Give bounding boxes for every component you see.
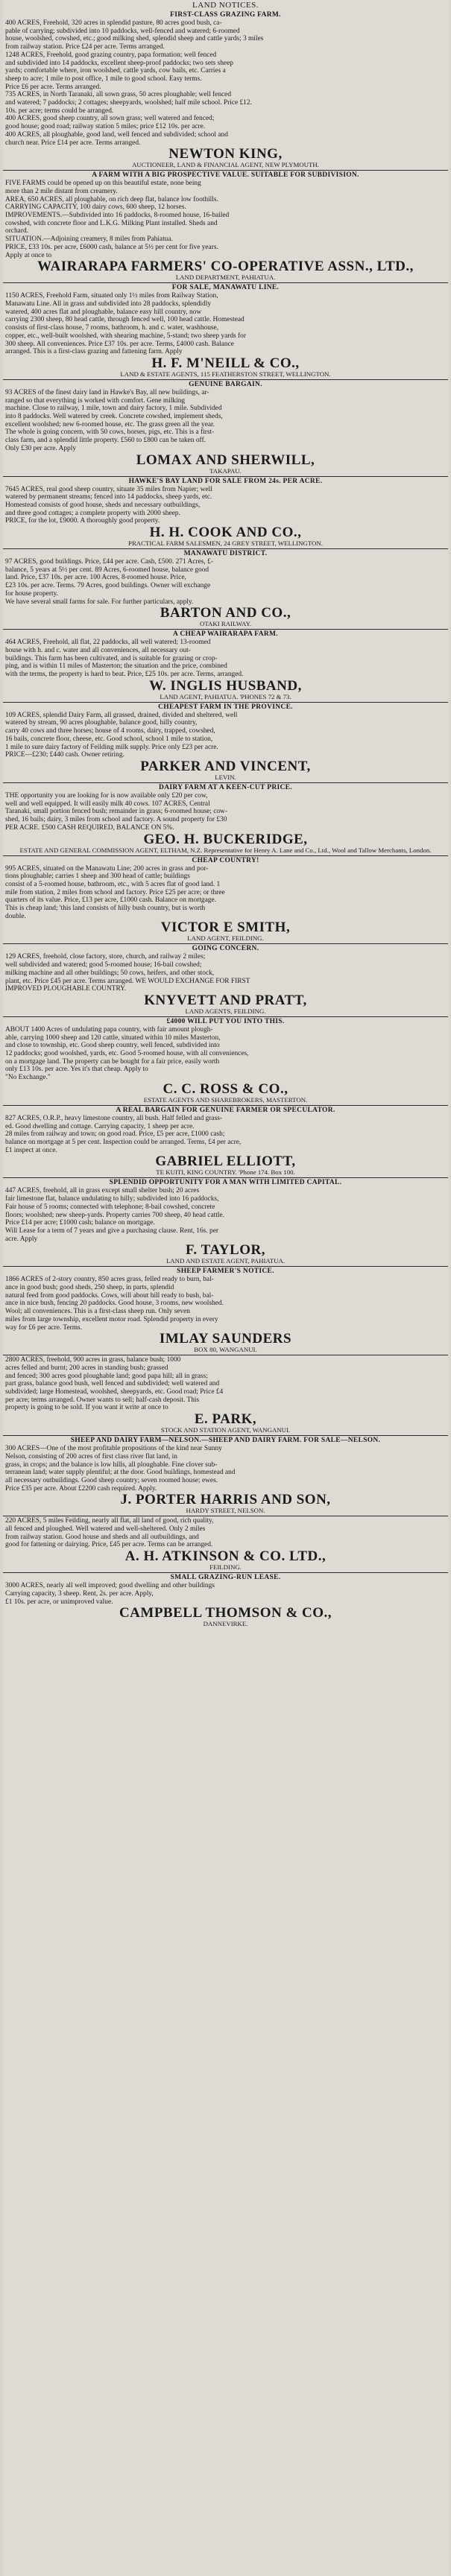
ad-line: acre. Apply — [5, 1235, 38, 1243]
ad-line: The whole is going concern, with 50 cows, horses, pigs, etc. This is a first- — [5, 428, 215, 437]
ad-line: quarters of its value. Price, £13 per acre, £1000 cash. Balance on mortgage. — [5, 896, 216, 905]
ad-line: 1248 ACRES, Freehold, good grazing country, papa formation; well fenced — [5, 51, 217, 59]
ad-line: THE opportunity you are looking for is now available only £20 per cow, — [5, 792, 208, 800]
ad-line: class farm, and a splendid little property. £560 to £800 can be taken off. — [5, 437, 206, 445]
advertiser-name: GEO. H. BUCKERIDGE, — [143, 831, 308, 847]
ad-line: ranged so that everything is worked with comfort. Gene milking — [5, 396, 186, 405]
ad-line: copper, etc., well-built woolshed, with shearing machine, 5-stand; two sheep yards for — [5, 332, 246, 340]
ad-line: and fenced; 300 acres good ploughable land; good papa hill; all in grass; — [5, 1372, 208, 1380]
advertisement — [3, 1177, 448, 1266]
ad-line: fair limestone flat, balance undulating to hilly; subdivided into 16 paddocks, — [5, 1195, 219, 1203]
ad-line: only £13 10s. per acre. Yes it's that cheap. Apply to — [5, 1066, 148, 1074]
land-notices-page — [3, 0, 448, 2576]
ad-title: A CHEAP WAIRARAPA FARM. — [173, 630, 278, 639]
ad-line: shed, 16 bails; dairy, 3 miles from school and factory. A sound property for £30 — [5, 816, 227, 824]
ad-title: DAIRY FARM AT A KEEN-CUT PRICE. — [159, 784, 292, 791]
ad-line: 7645 ACRES, real good sheep country, situate 35 miles from Napier; well — [5, 485, 212, 493]
ad-line: SITUATION.—Adjoining creamery, 8 miles from Pahiatua. — [5, 235, 173, 244]
ad-line: floors; woolshed; new sheep-yards. Property carries 700 sheep, 40 head cattle. — [5, 1211, 224, 1219]
advertisement — [3, 282, 448, 379]
ad-line: Carrying capacity, 3 sheep. Rent, 2s. per acre. Apply, — [5, 1589, 154, 1598]
ad-line: 1150 ACRES, Freehold Farm, situated only 1½ miles from Railway Station, — [5, 292, 218, 300]
ad-line: watered by stream, 90 acres ploughable, balance good, hilly country, — [5, 719, 198, 727]
advertiser-name: H. H. COOK AND CO., — [149, 525, 302, 541]
ad-line: sheep to acre; 1 mile to post office, 1 mile to good school. Easy terms. — [5, 75, 202, 83]
advertiser-name: IMLAY SAUNDERS — [159, 1331, 292, 1347]
ad-line: arranged. This is a first-class grazing and fattening farm. Apply — [5, 348, 183, 356]
advertisement — [3, 702, 448, 782]
ad-line: natural feed from good paddocks. Cows, will about hill ready to bush, bal- — [5, 1291, 214, 1300]
advertiser-name: CAMPBELL THOMSON & CO., — [119, 1605, 332, 1621]
ad-line: into 8 paddocks. Well watered by creek. Concrete cowshed, implement sheds, — [5, 413, 223, 421]
advertiser-address: TE KUITI, KING COUNTRY. 'Phone 174. Box 100. — [156, 1168, 295, 1177]
ads-column — [3, 10, 448, 1629]
ad-line: FIVE FARMS could be opened up on this beautiful estate, none being — [5, 180, 201, 188]
ad-line: This is cheap land; 'this land consists of hilly bush country, but is worth — [5, 905, 206, 913]
advertiser-address: LAND DEPARTMENT, PAHIATUA. — [175, 273, 276, 282]
advertiser-name: J. PORTER HARRIS AND SON, — [120, 1492, 331, 1508]
ad-line: well subdivided and watered; good 5-roomed house; 16-bail cowshed; — [5, 961, 202, 969]
advertisement — [3, 782, 448, 855]
advertiser-name: PARKER AND VINCENT, — [140, 759, 311, 774]
ad-line: pable of carrying; subdivided into 10 paddocks, well-fenced and watered; 6-roomed — [5, 27, 240, 35]
ad-line: £1 10s. per acre, or unimproved value. — [5, 1598, 113, 1606]
ad-line: double. — [5, 912, 26, 920]
ad-line: balance, 5 years at 5½ per cent. 89 Acres, 6-roomed house, balance good — [5, 566, 209, 574]
ad-line: 995 ACRES, situated on the Manawatu Line; 200 acres in grass and por- — [5, 864, 209, 873]
ad-line: Apply at once to — [5, 251, 52, 259]
advertiser-address: DANNEVIRKE. — [203, 1620, 248, 1628]
ad-line: 1 mile to sure dairy factory of Feilding milk supply. Price only £23 per acre. — [5, 743, 218, 751]
ad-line: part grass, balance good bush, well fenced and subdivided; well watered and — [5, 1380, 220, 1388]
ad-line: more than 2 mile distant from creamery. — [5, 187, 118, 195]
advertisement — [3, 379, 448, 476]
ad-line: able, carrying 1000 sheep and 120 cattle, situated within 10 miles Masterton, — [5, 1034, 221, 1042]
advertisement — [3, 1355, 448, 1435]
advertiser-name: WAIRARAPA FARMERS' CO-OPERATIVE ASSN., LTD., — [37, 259, 414, 275]
ad-line: 93 ACRES of the finest dairy land in Hawke's Bay, all new buildings, ar- — [5, 388, 209, 396]
ad-line: Fair house of 5 rooms; connected with telephone; 8-bail cowshed, concrete — [5, 1203, 215, 1211]
ad-line: mile from station, 2 miles from school and factory. Price £25 per acre; or three — [5, 888, 225, 896]
ad-line: all fenced and ploughed. Well watered and well-sheltered. Only 2 miles — [5, 1525, 206, 1534]
ad-line: PRICE, for the lot, £9000. A thoroughly good property. — [5, 517, 160, 525]
advertiser-address: OTAKI RAILWAY. — [199, 620, 252, 628]
ad-line: AREA, 650 ACRES, all ploughable, on rich deep flat, balance low foothills. — [5, 195, 218, 203]
ad-title: GOING CONCERN. — [192, 945, 259, 953]
ad-line: PER ACRE. £500 CASH REQUIRED, BALANCE ON 5%. — [5, 823, 174, 832]
ad-title: CHEAPEST FARM IN THE PROVINCE. — [158, 703, 293, 711]
ad-line: house with h. and c. water and all conveniences, all necessary out- — [5, 646, 191, 654]
ad-line: carrying 2300 sheep, 80 head cattle, through fenced well, 100 head cattle. Homestead — [5, 316, 245, 324]
ad-title: A FARM WITH A BIG PROSPECTIVE VALUE. SUITABLE FOR SUBDIVISION. — [92, 171, 359, 180]
ad-line: 12 paddocks; good woolshed, yards, etc. Good 5-roomed house, with all conveniences, — [5, 1050, 249, 1058]
ad-line: 400 ACRES, good sheep country, all sown grass; well watered and fenced; — [5, 115, 215, 123]
ad-title: MANAWATU DISTRICT. — [183, 550, 268, 558]
ad-line: 16 bails, concrete floor, cheese, etc. Good school, school 1 mile to station, — [5, 735, 213, 743]
advertiser-name: LOMAX AND SHERWILL, — [136, 452, 315, 468]
ad-line: 2800 ACRES, freehold, 900 acres in grass, balance bush; 1000 — [5, 1356, 181, 1364]
advertiser-address: LAND AGENT, FEILDING. — [187, 934, 264, 943]
ad-line: 220 ACRES, 5 miles Feilding, nearly all flat, all land of good, rich quality, — [5, 1517, 214, 1525]
ad-line: per acre; terms arranged. Owner wants to sell; half-cash deposit. This — [5, 1396, 200, 1404]
advertiser-address: PRACTICAL FARM SALESMEN, 24 GREY STREET, WELLINGTON. — [128, 539, 323, 548]
ad-line: miles from large township, excellent motor road. Splendid property in every — [5, 1315, 218, 1323]
advertiser-address: AUCTIONEER, LAND & FINANCIAL AGENT, NEW PLYMOUTH. — [132, 161, 319, 169]
ad-title: HAWKE'S BAY LAND FOR SALE FROM 24s. PER ACRE. — [128, 477, 323, 485]
advertiser-address: FEILDING. — [209, 1563, 242, 1572]
advertisement — [3, 1105, 448, 1178]
advertisement — [3, 548, 448, 629]
ad-line: 129 ACRES, freehold, close factory, store, church, and railway 2 miles; — [5, 953, 206, 961]
ad-line: cowshed, with concrete floor and L.K.G. Milking Plant installed. Sheds and — [5, 219, 218, 227]
ad-line: watered by permanent streams; fenced into 14 paddocks, sheep yards, etc. — [5, 493, 212, 501]
advertiser-name: H. F. M'NEILL & CO., — [151, 355, 300, 371]
advertiser-address: LAND AND ESTATE AGENT, PAHIATUA. — [165, 1257, 286, 1265]
ad-line: well and well equipped. It will easily milk 40 cows. 107 ACRES, Central — [5, 800, 210, 808]
ad-line: excellent woolshed; new 6-roomed house, etc. The grass green all the year. — [5, 420, 215, 428]
ad-line: 735 ACRES, in North Taranaki, all sown grass, 50 acres ploughable; well fenced — [5, 91, 232, 99]
advertisement — [3, 629, 448, 702]
advertiser-name: F. TAYLOR, — [186, 1242, 265, 1259]
advertisement — [3, 10, 448, 170]
ad-line: land. Price, £37 10s. per acre. 100 Acres, 8-roomed house. Price, — [5, 574, 186, 582]
ad-line: acres felled and burnt; 200 acres in standing bush; grassed — [5, 1364, 168, 1372]
ad-line: house, woolshed, cowshed, etc.; good milking shed, splendid sheep and cattle yards; 3 miles — [5, 35, 264, 43]
ad-line: tions ploughable; carries 1 sheep and 300 head of cattle; buildings — [5, 873, 190, 881]
ad-line: 109 ACRES, splendid Dairy Farm, all grassed, drained, divided and sheltered, well — [5, 711, 238, 719]
ad-line: "No Exchange." — [5, 1074, 51, 1082]
ad-line: ping, and is within 11 miles of Masterton; the situation and the price, combined — [5, 662, 227, 671]
advertisement — [3, 170, 448, 282]
advertisement — [3, 1016, 448, 1105]
advertiser-address: TAKAPAU. — [209, 466, 242, 475]
ad-line: subdivided; large Homestead, woolshed, sheepyards, etc. Good road; Price £4 — [5, 1388, 224, 1396]
ad-line: 97 ACRES, good buildings. Price, £44 per acre. Cash, £500. 271 Acres, £- — [5, 558, 213, 566]
ad-line: £23 10s. per acre. Terms. 79 Acres, good buildings. Owner will exchange — [5, 582, 211, 590]
advertiser-name: NEWTON KING, — [168, 146, 283, 162]
advertiser-address: LAND & ESTATE AGENTS, 115 FEATHERSTON STREET, WELLINGTON. — [120, 370, 331, 378]
ad-line: 3000 ACRES, nearly all well improved; good dwelling and other buildings — [5, 1582, 215, 1590]
ad-line: carry 40 cows and three horses; house of 4 rooms, dairy, trapped, cowshed, — [5, 727, 215, 735]
ad-line: PRICE, £33 10s. per acre, £6000 cash, balance at 5½ per cent for five years. — [5, 243, 218, 251]
ad-line: yards; comfortable where, iron woolshed, cattle yards, cow bails, etc. Carries a — [5, 67, 226, 75]
ad-line: 10s. per acre; terms could be arranged. — [5, 107, 114, 115]
ad-line: and watered; 7 paddocks; 2 cottages; sheepyards, woolshed; half mile school. Price £12. — [5, 99, 252, 107]
ad-title: £4000 WILL PUT YOU INTO THIS. — [166, 1017, 285, 1025]
advertiser-name: GABRIEL ELLIOTT, — [155, 1153, 296, 1170]
ad-line: 827 ACRES, O.R.P., heavy limestone country, all bush. Half felled and grass- — [5, 1114, 223, 1122]
ad-line: 464 ACRES, Freehold, all flat, 22 paddocks, all well watered; 13-roomed — [5, 639, 211, 647]
ad-title: A REAL BARGAIN FOR GENUINE FARMER OR SPECULATOR. — [116, 1106, 335, 1114]
ad-line: watered, 400 acres flat and ploughable, balance easy hill country, now — [5, 308, 202, 316]
ad-line: 400 ACRES, Freehold, 320 acres in splendid pasture, 80 acres good bush, ca- — [5, 19, 222, 27]
ad-line: machine. Close to railway, 1 mile, town and dairy factory, 1 mile. Subdivided — [5, 405, 222, 413]
advertiser-address: LAND AGENTS, FEILDING. — [185, 1007, 266, 1015]
ad-line: PRICE—£230; £440 cash. Owner retiring. — [5, 751, 124, 759]
ad-line: 300 ACRES—One of the most profitable propositions of the kind near Sunny — [5, 1445, 222, 1453]
ad-line: milking machine and all other buildings; 50 cows, heifers, and other stock, — [5, 969, 215, 977]
ad-line: Taranaki, small portion fenced bush; remainder in grass; 6-roomed house; cow- — [5, 808, 227, 816]
advertiser-name: E. PARK, — [194, 1411, 257, 1428]
advertiser-address: HARDY STREET, NELSON. — [186, 1507, 265, 1515]
ad-line: Will Lease for a term of 7 years and give a purchasing clause. Rent, 16s. per — [5, 1227, 218, 1235]
ad-line: for house property. — [5, 589, 58, 598]
advertiser-address: ESTATE AGENTS AND SHAREBROKERS, MASTERTON. — [143, 1095, 308, 1104]
ad-line: 447 ACRES, freehold, all in grass except small shelter bush; 20 acres — [5, 1187, 200, 1195]
ad-title: SMALL GRAZING-RUN LEASE. — [170, 1574, 281, 1582]
ad-line: Homestead consists of good house, sheds and necessary outbuildings, — [5, 501, 201, 509]
ad-line: £1 inspect at once. — [5, 1146, 57, 1154]
ad-title: SHEEP AND DAIRY FARM—NELSON.—SHEEP AND DAIRY FARM. FOR SALE—NELSON. — [70, 1437, 381, 1445]
ad-title: SPLENDID OPPORTUNITY FOR A MAN WITH LIMITED CAPITAL. — [109, 1179, 342, 1187]
ad-title: FOR SALE, MANAWATU LINE. — [171, 284, 280, 292]
advertiser-name: KNYVETT AND PRATT, — [144, 992, 307, 1008]
ad-line: grass, in crops; and the balance is low hills, all ploughable. Fine clover sub- — [5, 1461, 218, 1469]
ad-title: SHEEP FARMER'S NOTICE. — [177, 1268, 274, 1276]
advertiser-address: BOX 80, WANGANUI. — [194, 1346, 257, 1354]
advertiser-address: STOCK AND STATION AGENT, WANGANUI. — [160, 1426, 291, 1434]
page-header: LAND NOTICES. — [192, 1, 259, 10]
advertiser-name: W. INGLIS HUSBAND, — [149, 677, 302, 694]
advertiser-name: A. H. ATKINSON & CO. LTD., — [124, 1548, 327, 1565]
ad-line: consist of a 5-roomed house, bathroom, etc., with 5 acres flat of good land. 1 — [5, 880, 221, 888]
ad-line: Manawatu Line. All in grass and subdivided into 28 paddocks, splendidly — [5, 300, 212, 308]
ad-line: Nelson, consisting of 200 acres of first class river flat land, in — [5, 1452, 177, 1461]
ad-line: orchard. — [5, 227, 28, 235]
ad-line: ABOUT 1400 Acres of undulating papa country, with fair amount plough- — [5, 1025, 213, 1034]
ad-line: ance in good bush; good sheds, 250 sheep, in parts, splendid — [5, 1284, 174, 1292]
ad-line: balance on mortgage at 5 per cent. Inspection could be arranged. Terms, £4 per acre, — [5, 1138, 242, 1146]
ad-line: way for £6 per acre. Terms. — [5, 1323, 83, 1332]
ad-line: church near. Price £14 per acre. Terms arranged. — [5, 139, 141, 147]
ad-title: GENUINE BARGAIN. — [189, 380, 262, 388]
ad-line: CARRYING CAPACITY, 100 dairy cows, 600 sheep, 12 horses. — [5, 203, 186, 212]
ad-line: with the terms, the property is hard to beat. Price, £25 10s. per acre. Terms, arranged. — [5, 671, 244, 679]
ad-title: FIRST-CLASS GRAZING FARM. — [170, 11, 281, 19]
ad-line: ed. Good dwelling and cottage. Carrying capacity, 1 sheep per acre. — [5, 1122, 195, 1130]
ad-line: good house; good road; railway station 5 miles; price £12 10s. per acre. — [5, 123, 206, 131]
advertiser-name: VICTOR E SMITH, — [160, 920, 291, 936]
advertiser-address: ESTATE AND GENERAL COMMISSION AGENT, ELTHAM, N.Z. Representative for Henry A. Lane and Co., Ltd., Wool and Tallow Merchants, London. — [19, 846, 432, 854]
ad-line: 1866 ACRES of 2-story country, 850 acres grass, felled ready to burn, bal- — [5, 1276, 214, 1284]
ad-line: consists of first-class house, 7 rooms, bathroom, h. and c. water, washhouse, — [5, 324, 219, 332]
advertisement — [3, 1435, 448, 1516]
ad-line: Price £6 per acre. Terms arranged. — [5, 83, 101, 91]
ad-line: good for fattening or dairying. Price, £45 per acre. Terms can be arranged. — [5, 1541, 213, 1549]
ad-line: 28 miles from railway and town; on good road. Price, £5 per acre, £1000 cash; — [5, 1130, 225, 1139]
advertiser-name: C. C. ROSS & CO., — [163, 1080, 288, 1097]
advertiser-name: BARTON AND CO., — [160, 605, 291, 621]
ad-line: Price £35 per acre. About £2200 cash required. Apply. — [5, 1484, 157, 1493]
ad-line: IMPROVEMENTS.—Subdivided into 16 paddocks, 8-roomed house, 16-bailed — [5, 212, 230, 220]
ad-line: terranean land; water supply plentiful; at the door. Good buildings, homestead and — [5, 1469, 236, 1477]
ad-line: 400 ACRES, all ploughable, good land, well fenced and subdivided; school and — [5, 130, 228, 139]
ad-line: property is going to be sold. If you want it write at once to — [5, 1404, 168, 1412]
advertisement — [3, 1572, 448, 1629]
advertiser-address: LEVIN. — [215, 773, 236, 781]
ad-line: all necessary outbuildings. Good sheep country; seven roomed house; ewes. — [5, 1476, 218, 1484]
ad-line: ance in nice bush, fencing 20 paddocks. Good house, 3 rooms, new woolshed. — [5, 1300, 224, 1308]
ad-line: buildings. This farm has been cultivated, and is suitable for grazing or crop- — [5, 654, 218, 662]
ad-line: 300 sheep. All conveniences. Price £37 10s. per acre. Terms, £4000 cash. Balance — [5, 340, 234, 348]
ad-line: Price £14 per acre; £1000 cash; balance on mortgage. — [5, 1219, 155, 1227]
advertisement — [3, 476, 448, 549]
ad-line: and three good cottages; a complete property with 2000 sheep. — [5, 509, 180, 517]
ad-line: We have several small farms for sale. For further particulars, apply. — [5, 598, 194, 606]
ad-line: plant, etc. Price £45 per acre. Terms arranged. WE WOULD EXCHANGE FOR FIRST — [5, 977, 250, 985]
advertisement — [3, 855, 448, 944]
ad-line: from railway station. Good house and sheds and all outbuildings, and — [5, 1533, 199, 1541]
ad-line: and close to township, etc. Good sheep country, well fenced, subdivided into — [5, 1042, 220, 1050]
ad-line: IMPROVED PLOUGHABLE COUNTRY. — [5, 985, 127, 993]
ad-line: and subdivided into 14 paddocks, excellent sheep-proof paddocks; two sets sheep — [5, 59, 233, 67]
advertisement — [3, 943, 448, 1016]
advertisement — [3, 1516, 448, 1572]
advertiser-address: LAND AGENT, PAHIATUA. 'PHONES 72 & 73. — [160, 692, 291, 700]
ad-line: Wool; all conveniences. This is a first-class sheep run. Only seven — [5, 1308, 190, 1316]
ad-title: CHEAP COUNTRY! — [192, 856, 259, 864]
ad-line: Only £30 per acre. Apply — [5, 444, 77, 452]
ad-line: on a mortgage land. The property can be bought for a fair price, easily worth — [5, 1057, 220, 1066]
ad-line: from railway station. Price £24 per acre. Terms arranged. — [5, 43, 165, 51]
advertisement — [3, 1266, 448, 1355]
